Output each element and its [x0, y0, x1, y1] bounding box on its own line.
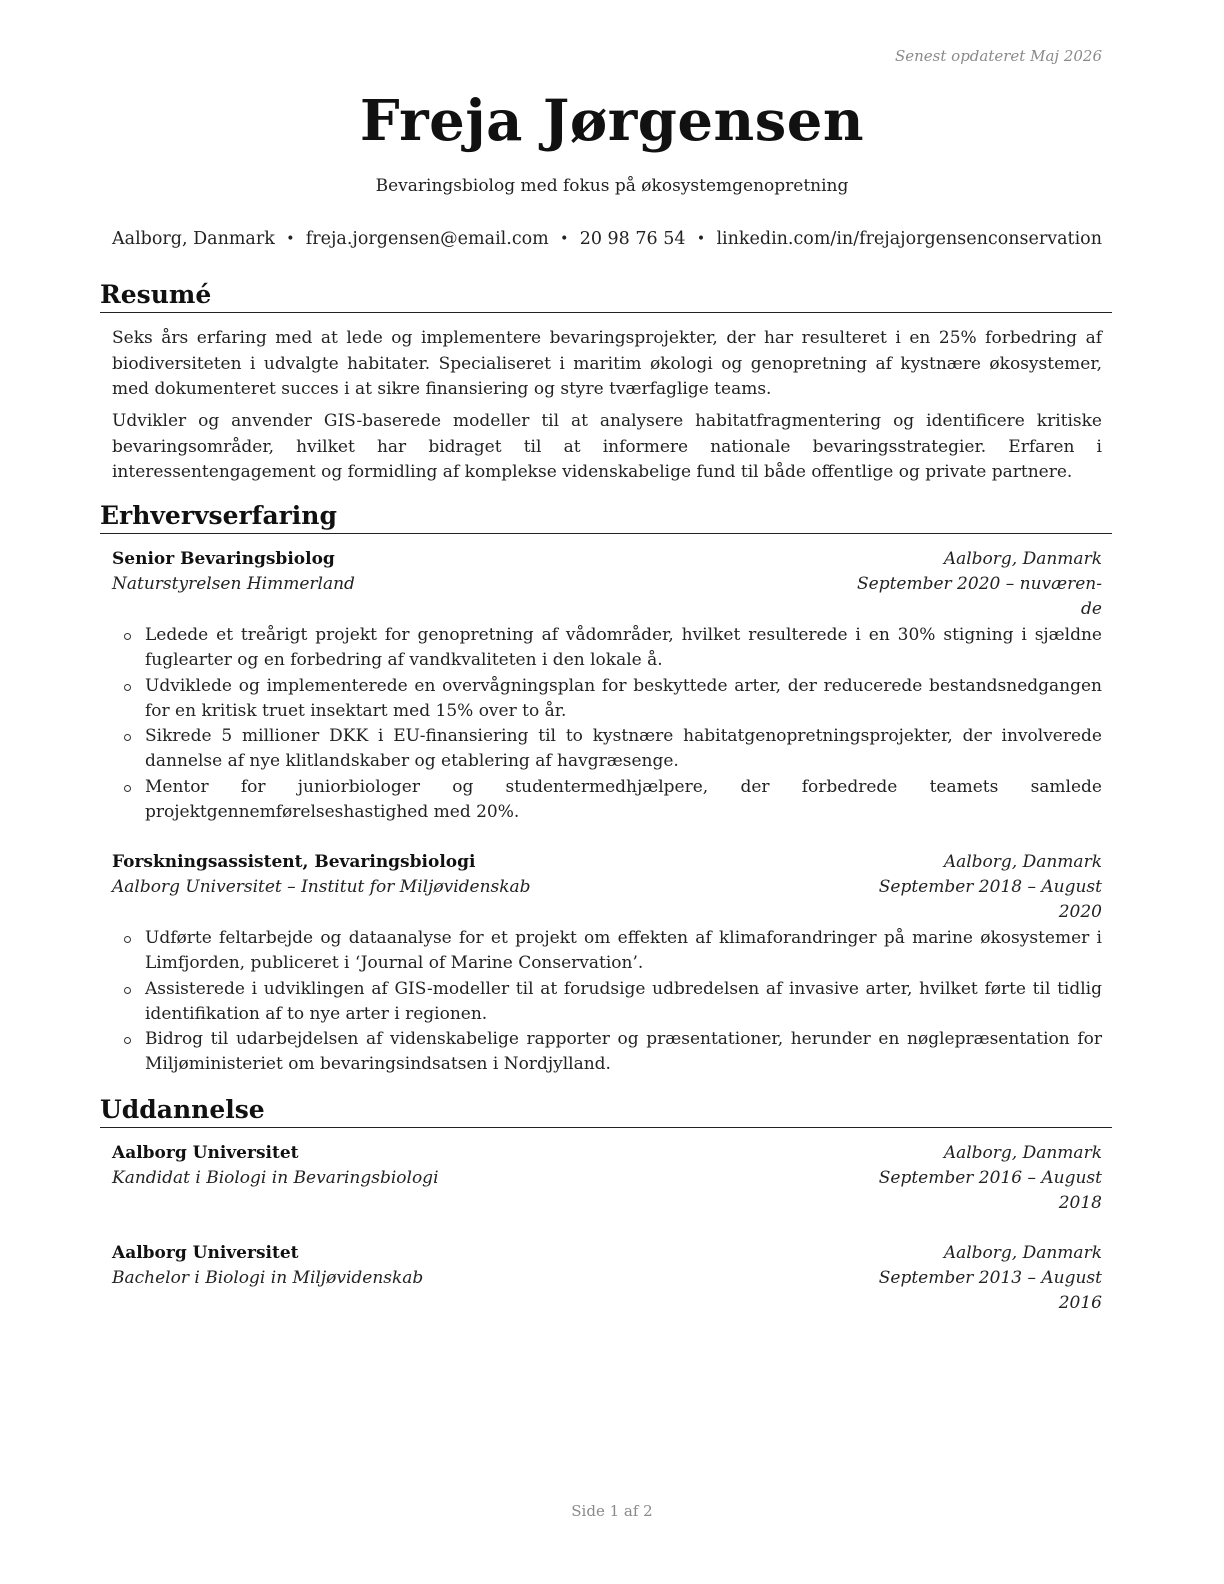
section-title-summary: Resumé	[100, 280, 1112, 313]
summary-paragraph-2: Udvikler og anvender GIS-baserede modeller til at analysere habitatfragmentering og identificere kritiske bevaringsområder, hvilket har bidraget til at informere nationale bevaringsstrategier. Erfaren i interessentengagement og formidling af komplekse videnskabelige fund til både offentlige og private partnere.	[112, 411, 1102, 482]
job-header	[112, 547, 1102, 572]
contact-linkedin[interactable]: linkedin.com/in/frejajorgensenconservation	[716, 229, 1102, 249]
job-role: Forskningsassistent, Bevaringsbiologi	[112, 852, 476, 872]
job-dates	[857, 572, 1102, 622]
contact-phone[interactable]: 20 98 76 54	[579, 229, 686, 249]
list-item: Mentor for juniorbiologer og studentermedhjælpere, der forbedrede teamets samlede projektgennemførelseshastighed med 20%.	[112, 775, 1102, 826]
section-title-experience: Erhvervserfaring	[100, 501, 1112, 534]
circle-bullet-icon	[124, 1037, 131, 1044]
person-name: Freja Jørgensen	[359, 88, 865, 154]
education-dates	[879, 1266, 1102, 1316]
education-subheader	[112, 1166, 1102, 1216]
job-header	[112, 850, 1102, 875]
circle-bullet-icon	[124, 785, 131, 792]
circle-bullet-icon	[124, 684, 131, 691]
last-updated: Senest opdateret Maj 2026	[894, 47, 1102, 65]
job-organization: Naturstyrelsen Himmerland	[112, 574, 355, 594]
job-subheader	[112, 572, 1102, 622]
education-school: Aalborg Universitet	[112, 1143, 299, 1163]
job-bullet-list	[112, 623, 1102, 825]
page-number: Side 1 af 2	[571, 1502, 653, 1520]
list-item: Udviklede og implementerede en overvågningsplan for beskyttede arter, der reducerede bestandsnedgangen for en kritisk truet insektart med 15% over to år.	[112, 674, 1102, 725]
job-dates-line-2: de	[1081, 599, 1102, 619]
list-item: Bidrog til udarbejdelsen af videnskabelige rapporter og præsentationer, herunder en nøglepræsentation for Miljøministeriet om bevaringsindsatsen i Nordjylland.	[112, 1027, 1102, 1078]
education-location: Aalborg, Danmark	[943, 1243, 1102, 1263]
education-dates-line-1: September 2016 – August	[878, 1168, 1102, 1188]
education-dates-line-2: 2018	[1058, 1193, 1102, 1213]
list-item: Ledede et treårigt projekt for genopretning af vådområder, hvilket resulterede i en 30% stigning i sjældne fuglearter og en forbedring af vandkvaliteten i den lokale å.	[112, 623, 1102, 674]
job-dates-line-2: 2020	[1058, 902, 1102, 922]
summary-paragraph-1: Seks års erfaring med at lede og implementere bevaringsprojekter, der har resulteret i en 25% forbedring af biodiversiteten i udvalgte habitater. Specialiseret i maritim økologi og genopretning af kystnære økosystemer, med dokumenteret succes i at sikre finansiering og styre tværfaglige teams.	[112, 328, 1102, 399]
list-item: Sikrede 5 millioner DKK i EU-finansiering til to kystnære habitatgenopretningsprojekter, der involverede dannelse af nye klitlandskaber og etablering af havgræsenge.	[112, 724, 1102, 775]
job-organization: Aalborg Universitet – Institut for Miljøvidenskab	[112, 877, 531, 897]
list-item: Assisterede i udviklingen af GIS-modeller til at forudsige udbredelsen af invasive arter, hvilket førte til tidlig identifikation af to nye arter i regionen.	[112, 977, 1102, 1028]
contact-email[interactable]: freja.jorgensen@email.com	[305, 229, 549, 249]
education-school: Aalborg Universitet	[112, 1243, 299, 1263]
list-item: Udførte feltarbejde og dataanalyse for et projekt om effekten af klimaforandringer på marine økosystemer i Limfjorden, publiceret i ‘Journal of Marine Conservation’.	[112, 926, 1102, 977]
tagline: Bevaringsbiolog med fokus på økosystemgenopretning	[375, 176, 849, 196]
bullet-separator-icon: •	[286, 231, 295, 247]
education-dates-line-2: 2016	[1058, 1293, 1102, 1313]
education-location: Aalborg, Danmark	[943, 1143, 1102, 1163]
education-subheader	[112, 1266, 1102, 1316]
job-location: Aalborg, Danmark	[943, 852, 1102, 872]
section-title-education: Uddannelse	[100, 1095, 1112, 1128]
circle-bullet-icon	[124, 633, 131, 640]
bullet-separator-icon: •	[696, 231, 706, 247]
circle-bullet-icon	[124, 987, 131, 994]
job-subheader	[112, 875, 1102, 925]
bullet-separator-icon: •	[560, 231, 569, 247]
education-dates-line-1: September 2013 – August	[878, 1268, 1102, 1288]
circle-bullet-icon	[124, 734, 131, 741]
contact-location: Aalborg, Danmark	[112, 229, 275, 249]
education-header	[112, 1141, 1102, 1166]
education-degree: Kandidat i Biologi in Bevaringsbiologi	[112, 1168, 439, 1188]
job-role: Senior Bevaringsbiolog	[112, 549, 335, 569]
job-dates-line-1: September 2020 – nuværen-	[856, 574, 1102, 594]
education-degree: Bachelor i Biologi in Miljøvidenskab	[112, 1268, 424, 1288]
job-location: Aalborg, Danmark	[943, 549, 1102, 569]
job-dates-line-1: September 2018 – August	[878, 877, 1102, 897]
education-header	[112, 1241, 1102, 1266]
circle-bullet-icon	[124, 936, 131, 943]
job-bullet-list	[112, 926, 1102, 1078]
contact-line	[112, 229, 1102, 249]
job-dates	[879, 875, 1102, 925]
education-dates	[879, 1166, 1102, 1216]
